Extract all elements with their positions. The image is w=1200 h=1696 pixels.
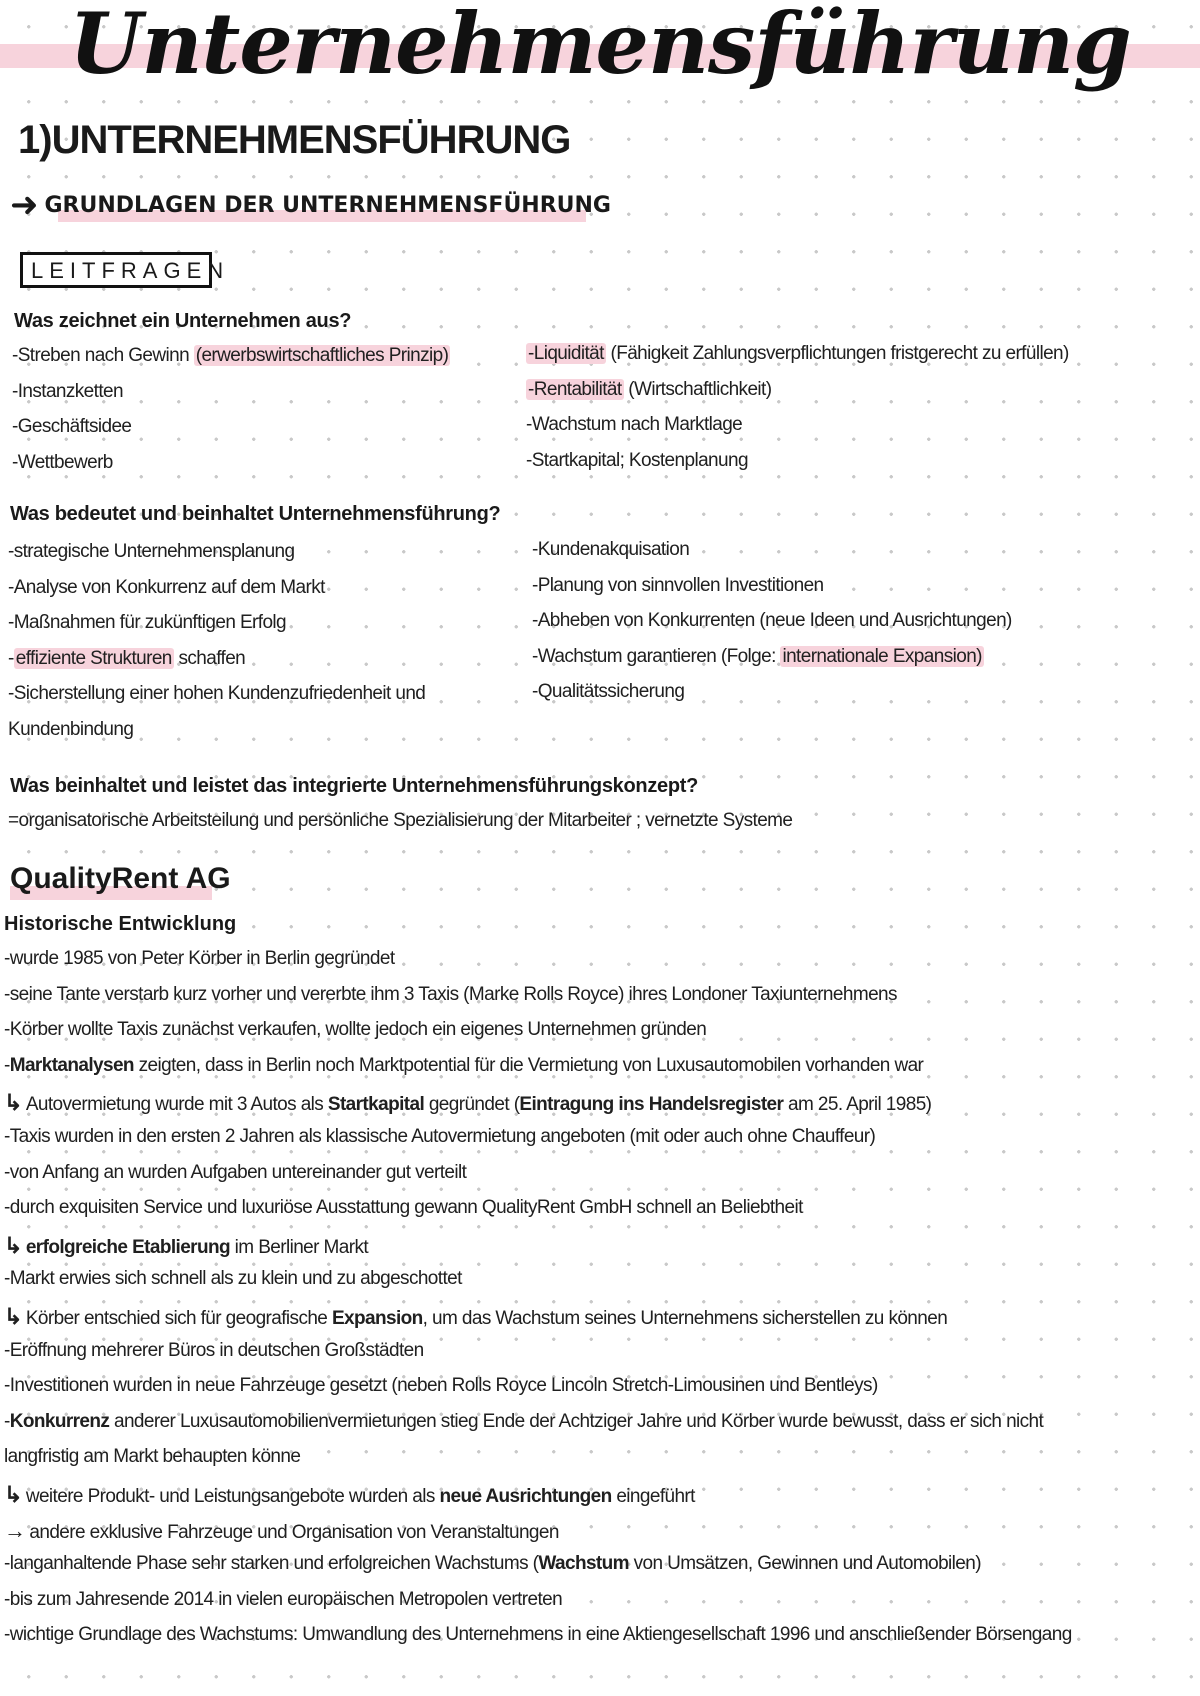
list-item	[12, 381, 123, 403]
return-arrow-icon: ↳	[4, 1304, 22, 1329]
list-item	[8, 719, 133, 741]
history-heading: Historische Entwicklung	[4, 913, 237, 935]
history-item	[4, 1340, 424, 1362]
history-bold-text: Wachstum	[538, 1553, 629, 1575]
list-item	[8, 648, 245, 670]
history-text: -wichtige Grundlage des Wachstums: Umwandlung des Unternehmens in eine Aktiengesellschaft 1996 und anschließender Börsengang	[4, 1624, 1072, 1646]
arrow-right-icon: →	[4, 1517, 26, 1543]
history-text: -bis zum Jahresende 2014 in vielen europäischen Metropolen vertreten	[4, 1588, 563, 1610]
history-item	[4, 948, 395, 970]
list-item-highlight: effiziente Strukturen	[15, 647, 172, 669]
list-item-highlight: (erwerbswirtschaftliches Prinzip)	[195, 345, 449, 366]
list-item	[526, 379, 771, 401]
history-text: -Taxis wurden in den ersten 2 Jahren als klassische Autovermietung angeboten (mit oder auch ohne Chauffeur)	[4, 1126, 876, 1147]
history-bold-text: Konkurrenz	[9, 1410, 110, 1432]
list-item	[532, 610, 1012, 632]
history-text: -Körber wollte Taxis zunächst verkaufen, wollte jedoch ein eigenes Unternehmen gründen	[4, 1019, 707, 1041]
history-item	[4, 1268, 462, 1290]
history-item	[4, 1553, 981, 1575]
list-item	[526, 414, 742, 436]
history-bold-text: Marktanalysen	[9, 1054, 134, 1076]
list-item-text: Kundenbindung	[8, 718, 134, 740]
question-1: Was zeichnet ein Unternehmen aus?	[14, 310, 352, 332]
history-item	[4, 1446, 300, 1468]
list-item-text: schaffen	[173, 647, 246, 669]
leitfragen-box: LEITFRAGEN	[20, 252, 212, 288]
answer-3: =organisatorische Arbeitsteilung und persönliche Spezialisierung der Mitarbeiter ; vernetzte Systeme	[8, 810, 793, 831]
history-text: andere exklusive Fahrzeuge und Organisation von Veranstaltungen	[29, 1521, 559, 1543]
list-item	[12, 416, 131, 438]
history-text: zeigten, dass in Berlin noch Marktpotential für die Vermietung von Luxusautomobilen vorhanden war	[133, 1054, 924, 1076]
history-item	[4, 1055, 923, 1077]
history-text: Autovermietung wurde mit 3 Autos als	[25, 1094, 328, 1116]
list-item-text: -Wettbewerb	[12, 451, 113, 473]
question-2: Was bedeutet und beinhaltet Unternehmensführung?	[10, 503, 501, 525]
list-item	[12, 345, 450, 367]
history-item	[4, 1019, 706, 1041]
list-item-text: -Planung von sinnvollen Investitionen	[532, 574, 824, 596]
history-text: -langanhaltende Phase sehr starken und erfolgreichen Wachstums (	[4, 1553, 539, 1575]
list-item	[532, 646, 984, 668]
section-heading: 1)UNTERNEHMENSFÜHRUNG	[18, 118, 571, 162]
history-item	[4, 1162, 466, 1184]
history-text: weitere Produkt- und Leistungsangebote wurden als	[25, 1486, 440, 1507]
list-item	[532, 539, 689, 561]
page-title: Unternehmensführung	[69, 0, 1131, 93]
list-item	[526, 343, 1069, 365]
history-item	[4, 1518, 559, 1544]
list-item-text: -Wachstum garantieren (Folge:	[532, 645, 781, 667]
history-text: -Eröffnung mehrerer Büros in deutschen Großstädten	[4, 1339, 424, 1361]
history-text: von Umsätzen, Gewinnen und Automobilen)	[628, 1553, 981, 1575]
list-item-text: -Analyse von Konkurrenz auf dem Markt	[8, 576, 325, 598]
history-item	[4, 1589, 562, 1611]
history-item	[4, 1090, 931, 1116]
list-item-text: (Wirtschaftlichkeit)	[623, 378, 772, 400]
return-arrow-icon: ↳	[4, 1090, 22, 1116]
list-item-text: -Kundenakquisation	[532, 539, 690, 560]
history-text: Körber entschied sich für geografische	[25, 1308, 332, 1329]
history-item	[4, 984, 897, 1006]
list-item-highlight: -Rentabilität	[528, 378, 622, 400]
list-item-text: -Wachstum nach Marktlage	[526, 414, 743, 435]
history-text: -	[4, 1054, 10, 1076]
list-item	[8, 577, 325, 599]
list-item	[12, 452, 113, 474]
list-item	[8, 683, 425, 705]
company-name: QualityRent AG	[10, 862, 231, 895]
history-text: -Markt erwies sich schnell als zu klein und zu abgeschottet	[4, 1268, 462, 1290]
history-text: im Berliner Markt	[230, 1236, 369, 1258]
history-text: -Investitionen wurden in neue Fahrzeuge gesetzt (neben Rolls Royce Lincoln Stretch-Limousinen und Bentleys)	[4, 1375, 878, 1397]
list-item-highlight: internationale Expansion)	[782, 645, 982, 667]
list-item	[526, 450, 748, 472]
list-item-highlight: -Liquidität	[528, 343, 604, 364]
history-item	[4, 1375, 878, 1397]
history-text: -seine Tante verstarb kurz vorher und vererbte ihm 3 Taxis (Marke Rolls Royce) ihres Londoner Taxiunternehmens	[4, 983, 897, 1005]
history-text: gegründet (	[424, 1094, 520, 1116]
return-arrow-icon: ↳	[4, 1482, 22, 1507]
list-item	[532, 681, 684, 703]
question-3: Was beinhaltet und leistet das integrierte Unternehmensführungskonzept?	[10, 775, 699, 797]
history-item	[4, 1482, 695, 1508]
history-item	[4, 1624, 1072, 1646]
return-arrow-icon: ↳	[4, 1232, 22, 1258]
history-bold-text: Startkapital	[327, 1094, 425, 1116]
arrow-heading-text: GRUNDLAGEN DER UNTERNEHMENSFÜHRUNG	[44, 192, 611, 218]
list-item-text: -Maßnahmen für zukünftigen Erfolg	[8, 612, 287, 633]
history-text: , um das Wachstum seines Unternehmens sicherstellen zu können	[422, 1308, 948, 1329]
history-text: -durch exquisiten Service und luxuriöse Ausstattung gewann QualityRent GmbH schnell an Beliebtheit	[4, 1197, 803, 1219]
arrow-heading	[10, 185, 611, 225]
list-item-text: -Qualitätssicherung	[532, 681, 685, 702]
history-text: -von Anfang an wurden Aufgaben untereinander gut verteilt	[4, 1161, 467, 1183]
history-text: am 25. April 1985)	[783, 1094, 932, 1116]
history-item	[4, 1411, 1043, 1433]
list-item-text: -Abheben von Konkurrenten (neue Ideen und Ausrichtungen)	[532, 610, 1012, 631]
list-item-text: -Geschäftsidee	[12, 416, 132, 437]
list-item	[8, 612, 286, 634]
history-bold-text: Expansion	[331, 1308, 423, 1329]
list-item	[532, 575, 824, 597]
list-item-text: -strategische Unternehmensplanung	[8, 541, 295, 562]
arrow-right-icon: ➜	[10, 185, 39, 225]
history-bold-text: neue Ausrichtungen	[439, 1486, 612, 1507]
history-text: langfristig am Markt behaupten könne	[4, 1446, 301, 1468]
list-item-text: (Fähigkeit Zahlungsverpflichtungen fristgerecht zu erfüllen)	[605, 343, 1069, 364]
history-text: anderer Luxusautomobilienvermietungen stieg Ende der Achtziger Jahre und Körber wurde bewusst, dass er sich nicht	[109, 1410, 1044, 1432]
history-item	[4, 1197, 803, 1219]
history-item	[4, 1304, 947, 1330]
list-item-text: -	[8, 647, 14, 669]
history-text: -wurde 1985 von Peter Körber in Berlin gegründet	[4, 948, 395, 969]
list-item-text: -Streben nach Gewinn	[12, 345, 194, 366]
list-item	[8, 541, 295, 563]
history-item	[4, 1233, 368, 1259]
history-item	[4, 1126, 875, 1148]
list-item-text: -Sicherstellung einer hohen Kundenzufriedenheit und	[8, 683, 426, 704]
history-bold-text: Eintragung ins Handelsregister	[519, 1094, 784, 1116]
history-text: eingeführt	[611, 1486, 695, 1507]
list-item-text: -Startkapital; Kostenplanung	[526, 449, 748, 471]
history-bold-text: erfolgreiche Etablierung	[25, 1236, 230, 1258]
history-text: -	[4, 1410, 10, 1432]
list-item-text: -Instanzketten	[12, 380, 123, 402]
